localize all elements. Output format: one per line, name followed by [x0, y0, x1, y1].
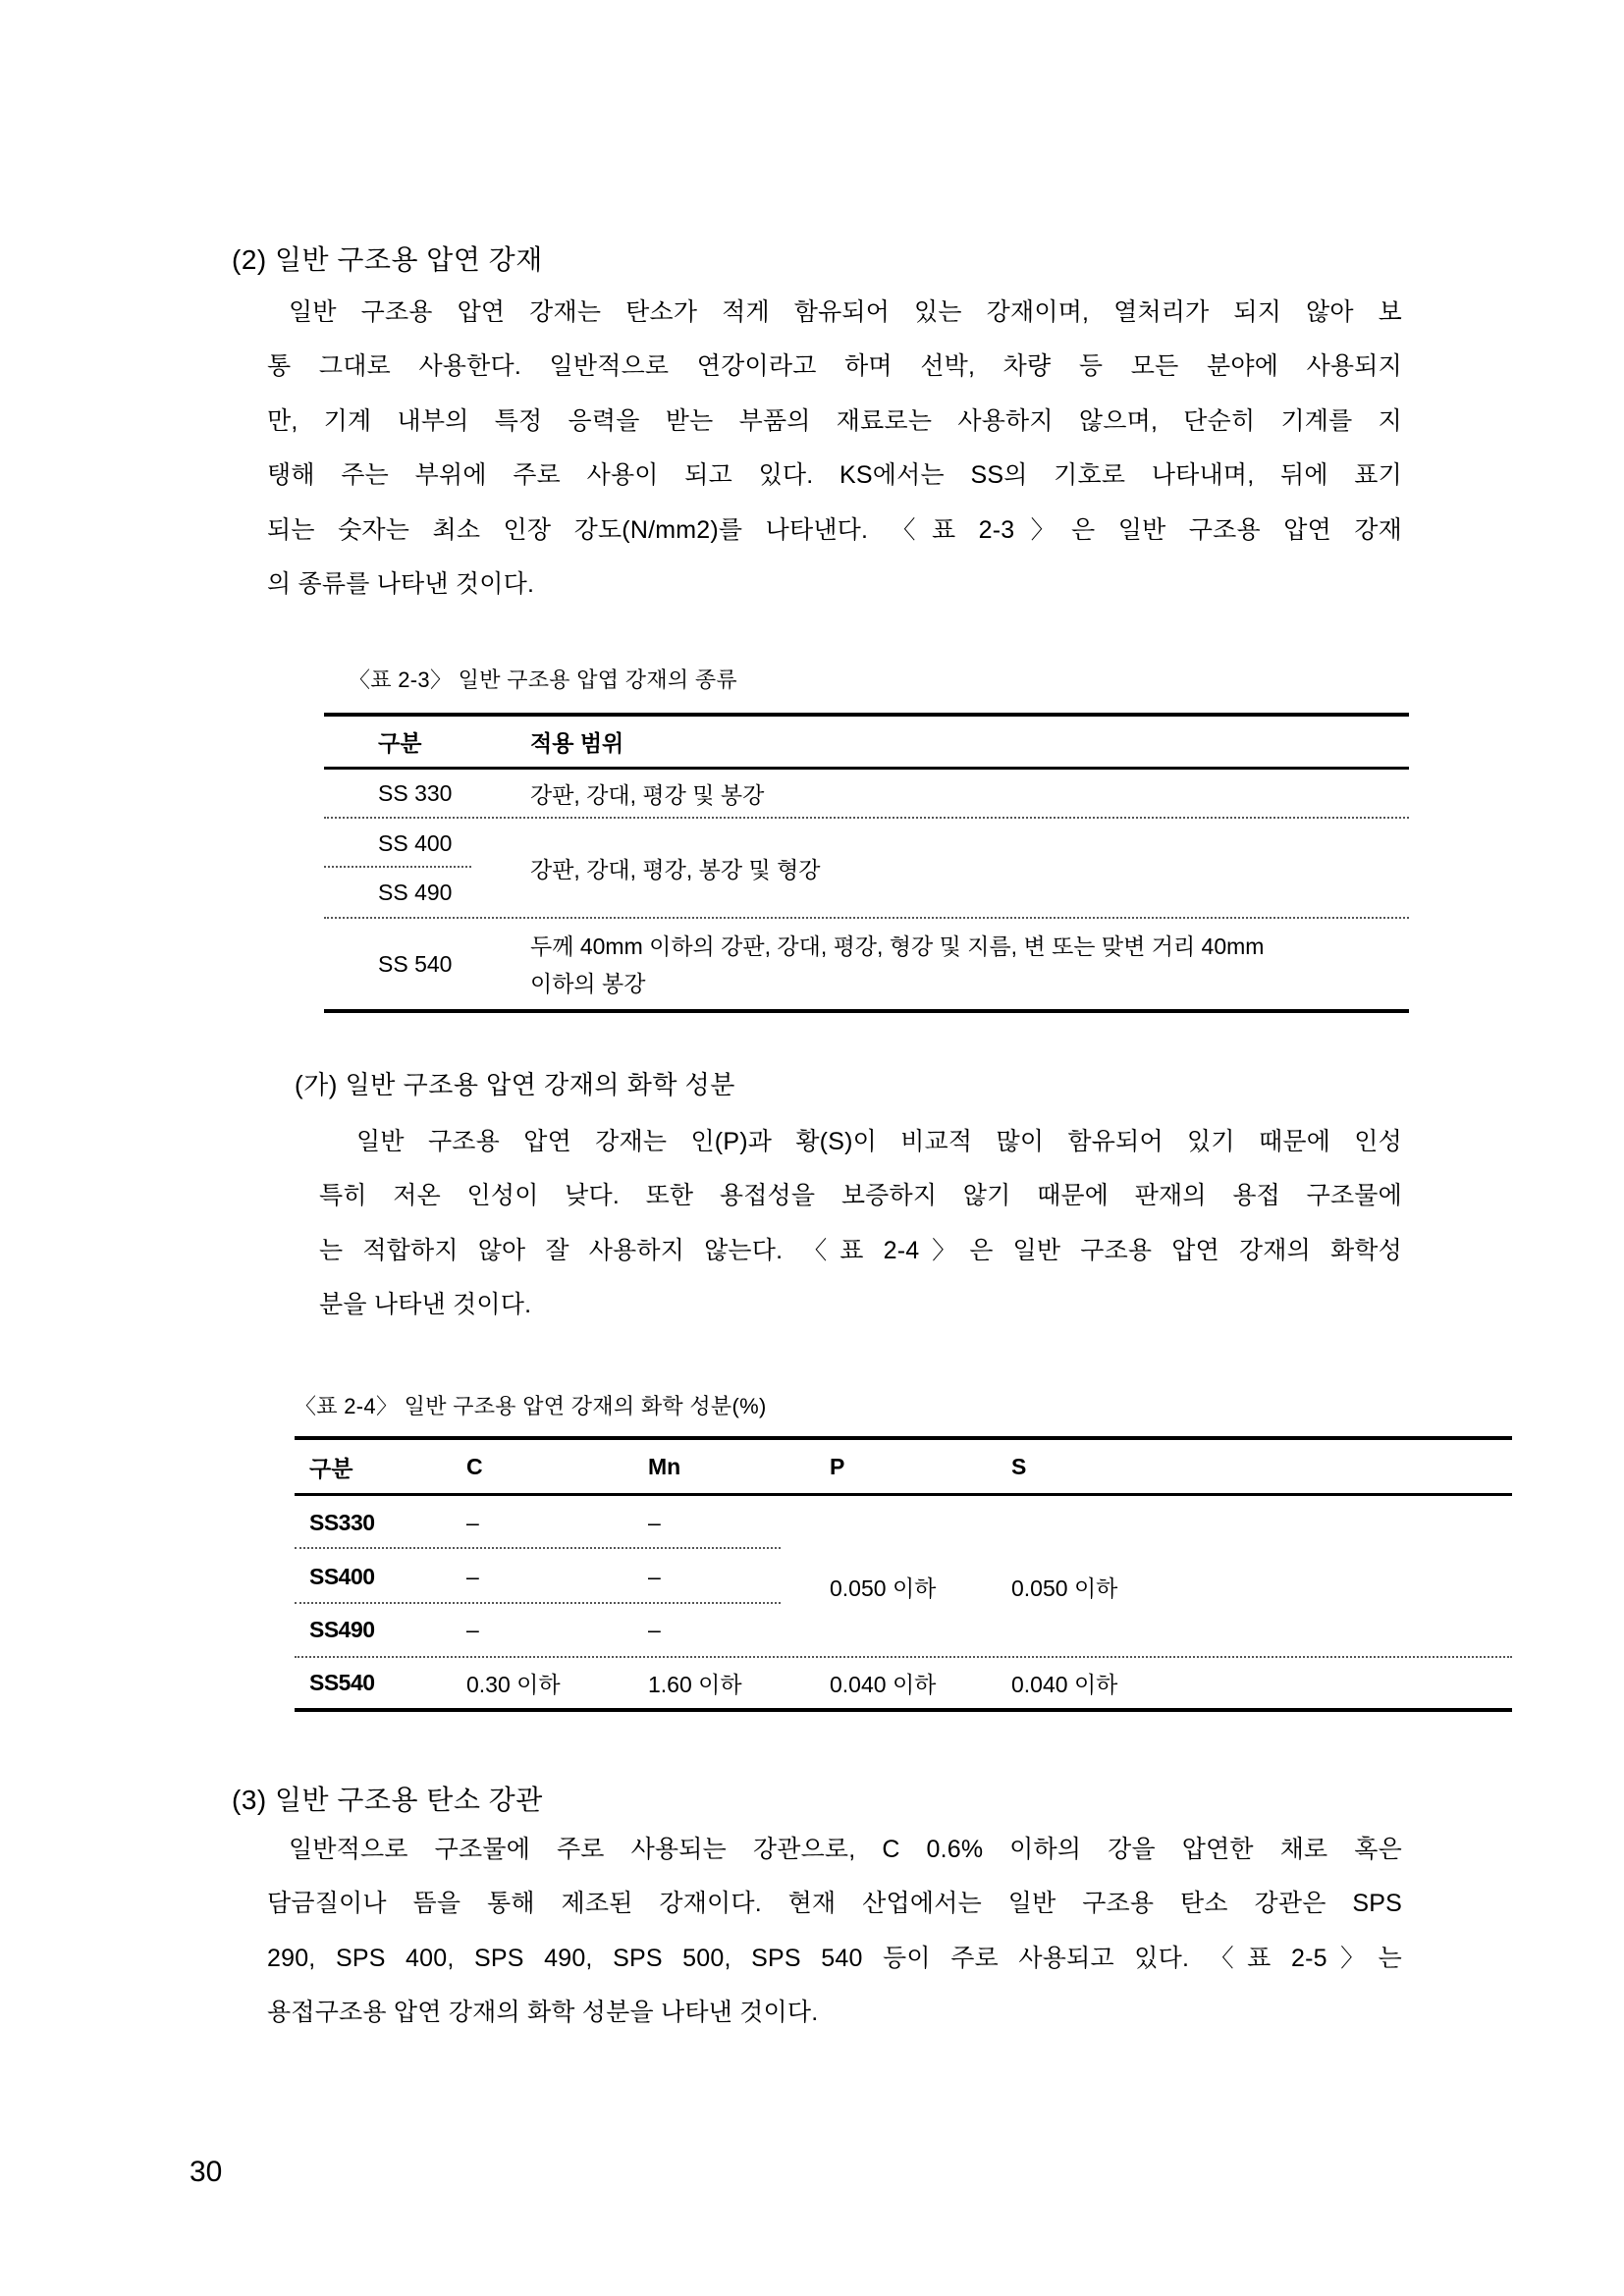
- paragraph-line: 290, SPS 400, SPS 490, SPS 500, SPS 540 등이 주로 사용되고 있다. 〈표 2-5〉는: [267, 1944, 1402, 1972]
- table-cell-s: 0.040 이하: [1011, 1672, 1118, 1697]
- paragraph-line: 탱해 주는 부위에 주로 사용이 되고 있다. KS에서는 SS의 기호로 나타내며, 뒤에 표기: [267, 461, 1402, 490]
- paragraph-line: 일반적으로 구조물에 주로 사용되는 강관으로, C 0.6% 이하의 강을 압연한 채로 혹은: [289, 1836, 1402, 1863]
- table-2-3: [324, 713, 1409, 1013]
- paragraph-line: 통 그대로 사용한다. 일반적으로 연강이라고 하며 선박, 차량 등 모든 분야에 사용되지: [267, 352, 1402, 381]
- page-number: 30: [189, 2156, 223, 2188]
- paragraph-line: 의 종류를 나타낸 것이다.: [267, 569, 535, 598]
- table-cell-label: SS 400: [324, 819, 511, 868]
- section-2a-paragraph: [319, 1115, 1402, 1333]
- paragraph-line: 분을 나타낸 것이다.: [319, 1291, 532, 1319]
- table-2-4-header-category: 구분: [309, 1455, 353, 1481]
- section-3-paragraph: [267, 1823, 1402, 2041]
- paragraph-line: 되는 숫자는 최소 인장 강도(N/mm2)를 나타낸다. 〈표 2-3〉은 일반 구조용 압연 강재: [267, 515, 1402, 544]
- table-cell-label: SS540: [309, 1670, 375, 1695]
- table-cell-scope-merged: 강판, 강대, 평강, 봉강 및 형강: [530, 856, 821, 882]
- scope-line: 두께 40mm 이하의 강판, 강대, 평강, 형강 및 지름, 변 또는 맞변 거리 40mm: [530, 934, 1265, 959]
- table-cell-label: SS 540: [378, 950, 453, 977]
- paragraph-line: 만, 기계 내부의 특정 응력을 받는 부품의 재료로는 사용하지 않으며, 단순히 기계를 지: [267, 406, 1402, 435]
- table-2-4-header-p: P: [830, 1453, 845, 1479]
- table-cell-mn: –: [648, 1509, 661, 1535]
- table-cell-label: SS490: [309, 1617, 375, 1642]
- paragraph-line: 일반 구조용 압연 강재는 인(P)과 황(S)이 비교적 많이 함유되어 있기 때문에 인성: [356, 1128, 1402, 1155]
- paragraph-line: 담금질이나 뜸을 통해 제조된 강재이다. 현재 산업에서는 일반 구조용 탄소 강관은 SPS: [267, 1890, 1402, 1918]
- table-cell-label: SS 330: [378, 779, 453, 806]
- table-2-4-header-row: [295, 1440, 1512, 1496]
- table-cell-s-merged: 0.050 이하: [1011, 1575, 1118, 1601]
- table-cell-c: 0.30 이하: [466, 1672, 561, 1697]
- table-2-3-caption: 〈표 2-3〉 일반 구조용 압엽 강재의 종류: [349, 667, 737, 692]
- table-row: [324, 770, 1409, 819]
- table-row: [295, 1496, 1512, 1549]
- table-2-3-header-scope: 적용 범위: [530, 730, 624, 756]
- paragraph-line: 용접구조용 압연 강재의 화학 성분을 나타낸 것이다.: [267, 1999, 819, 2027]
- table-2-4-caption: 〈표 2-4〉 일반 구조용 압연 강재의 화학 성분(%): [295, 1394, 767, 1418]
- table-cell-c: –: [466, 1617, 479, 1642]
- table-cell-mn: 1.60 이하: [648, 1672, 742, 1697]
- paragraph-line: 특히 저온 인성이 낮다. 또한 용접성을 보증하지 않기 때문에 판재의 용접 구조물에: [319, 1182, 1402, 1210]
- table-cell-scope: 강판, 강대, 평강 및 봉강: [530, 781, 765, 808]
- table-cell-p: 0.040 이하: [830, 1672, 937, 1697]
- table-cell-scope: [511, 926, 1409, 1002]
- paragraph-line: 는 적합하지 않아 잘 사용하지 않는다. 〈표 2-4〉은 일반 구조용 압연 강재의 화학성: [319, 1236, 1402, 1264]
- section-3-heading: (3) 일반 구조용 탄소 강관: [232, 1785, 543, 1815]
- table-2-4-header-s: S: [1011, 1453, 1027, 1479]
- table-2-3-header-category: 구분: [378, 730, 422, 756]
- table-row-group: [324, 819, 1409, 919]
- table-2-4: [295, 1436, 1512, 1712]
- table-cell-mn: –: [648, 1617, 661, 1642]
- table-cell-c: –: [466, 1509, 479, 1535]
- table-2-4-header-c: C: [466, 1453, 483, 1479]
- table-cell-label-stack: [324, 819, 511, 917]
- table-row: [295, 1604, 1512, 1658]
- table-cell-label: SS400: [309, 1563, 375, 1589]
- section-2-heading: (2) 일반 구조용 압연 강재: [232, 244, 543, 275]
- table-row: [324, 919, 1409, 1013]
- table-cell-c: –: [466, 1563, 479, 1589]
- section-2-paragraph: [267, 286, 1402, 612]
- scope-line: 이하의 봉강: [530, 971, 646, 996]
- table-cell-label: SS330: [309, 1509, 375, 1535]
- table-2-4-header-mn: Mn: [648, 1453, 681, 1479]
- table-row: [295, 1658, 1512, 1712]
- table-cell-p-merged: 0.050 이하: [830, 1575, 937, 1601]
- paragraph-line: 일반 구조용 압연 강재는 탄소가 적게 함유되어 있는 강재이며, 열처리가 되지 않아 보: [289, 298, 1402, 326]
- table-cell-mn: –: [648, 1563, 661, 1589]
- section-2a-heading: (가) 일반 구조용 압연 강재의 화학 성분: [295, 1070, 735, 1099]
- table-2-3-header-row: [324, 717, 1409, 770]
- table-cell-label: SS 490: [378, 879, 453, 905]
